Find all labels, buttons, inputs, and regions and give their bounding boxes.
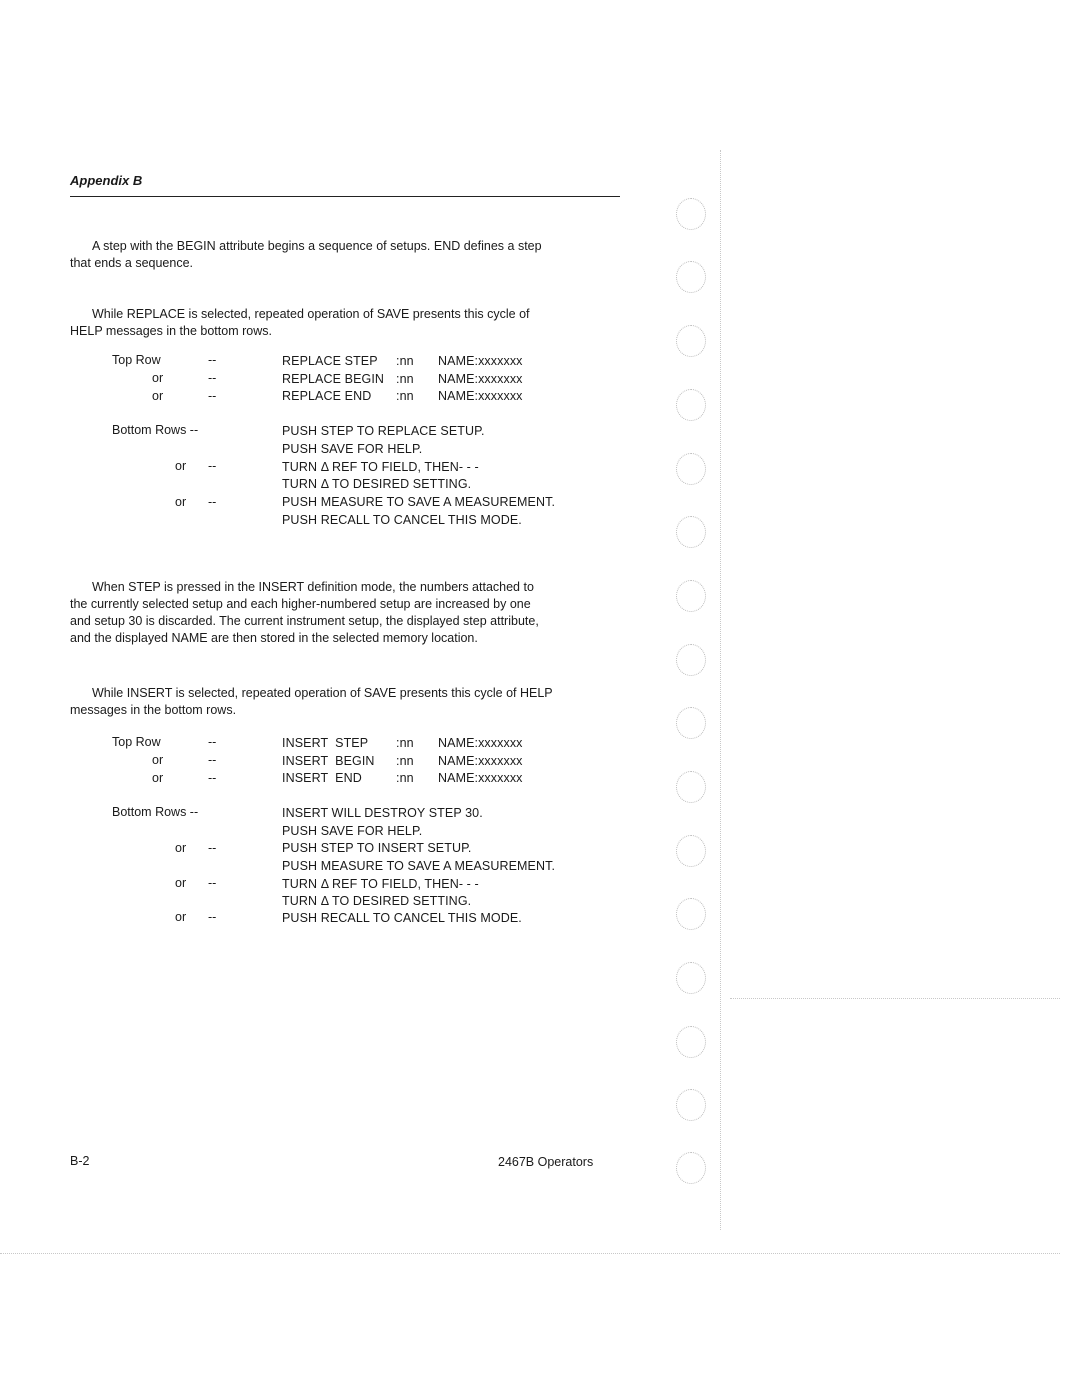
help-message: PUSH MEASURE TO SAVE A MEASUREMENT. bbox=[282, 495, 556, 509]
help-message: TURN Δ REF TO FIELD, THEN- - - bbox=[282, 877, 479, 891]
insert-cmd: INSERT END bbox=[282, 771, 362, 785]
binder-hole bbox=[676, 707, 706, 739]
dash: -- bbox=[208, 753, 217, 767]
insert-name: NAME:xxxxxxx bbox=[438, 736, 523, 750]
help-message: TURN Δ REF TO FIELD, THEN- - - bbox=[282, 460, 479, 474]
binder-hole bbox=[676, 898, 706, 930]
dash: -- bbox=[208, 841, 217, 855]
or-label: or bbox=[175, 910, 187, 924]
paragraph-replace bbox=[0, 306, 530, 340]
binder-hole bbox=[676, 1089, 706, 1121]
replace-name: NAME:xxxxxxx bbox=[438, 354, 523, 368]
insert-nn: :nn bbox=[396, 771, 414, 785]
help-message: PUSH RECALL TO CANCEL THIS MODE. bbox=[282, 513, 522, 527]
paragraph-line: While INSERT is selected, repeated operation of SAVE presents this cycle of HELP bbox=[92, 686, 553, 700]
dash: -- bbox=[208, 389, 217, 403]
help-message: PUSH STEP TO INSERT SETUP. bbox=[282, 841, 472, 855]
top-row-label: Top Row bbox=[112, 735, 161, 749]
insert-name: NAME:xxxxxxx bbox=[438, 771, 523, 785]
scan-line bbox=[730, 998, 1060, 999]
help-message: PUSH MEASURE TO SAVE A MEASUREMENT. bbox=[282, 859, 556, 873]
paragraph-line: HELP messages in the bottom rows. bbox=[70, 324, 272, 338]
dash: -- bbox=[208, 910, 217, 924]
paragraph-line: While REPLACE is selected, repeated operation of SAVE presents this cycle of bbox=[92, 307, 530, 321]
bottom-rows-label: Bottom Rows -- bbox=[112, 805, 199, 819]
or-label: or bbox=[175, 495, 187, 509]
replace-cmd: REPLACE BEGIN bbox=[282, 372, 385, 386]
dash: -- bbox=[208, 459, 217, 473]
binder-hole bbox=[676, 1026, 706, 1058]
help-message: PUSH SAVE FOR HELP. bbox=[282, 824, 423, 838]
binder-hole bbox=[676, 261, 706, 293]
paragraph-line: messages in the bottom rows. bbox=[70, 703, 237, 717]
or-label: or bbox=[175, 841, 187, 855]
binder-hole bbox=[676, 198, 706, 230]
replace-name: NAME:xxxxxxx bbox=[438, 372, 523, 386]
scan-line bbox=[0, 1253, 1060, 1254]
insert-nn: :nn bbox=[396, 736, 414, 750]
top-row-label: Top Row bbox=[112, 353, 161, 367]
binder-hole bbox=[676, 962, 706, 994]
or-label: or bbox=[175, 876, 187, 890]
page-edge-line bbox=[720, 150, 721, 1230]
binder-hole bbox=[676, 453, 706, 485]
header-rule bbox=[70, 196, 620, 197]
insert-nn: :nn bbox=[396, 754, 414, 768]
help-message: TURN Δ TO DESIRED SETTING. bbox=[282, 894, 472, 908]
dash: -- bbox=[208, 495, 217, 509]
help-message: PUSH STEP TO REPLACE SETUP. bbox=[282, 424, 485, 438]
dash: -- bbox=[208, 876, 217, 890]
page-number: B-2 bbox=[70, 1154, 90, 1168]
replace-name: NAME:xxxxxxx bbox=[438, 389, 523, 403]
replace-nn: :nn bbox=[396, 372, 414, 386]
paragraph-insert-step bbox=[0, 579, 539, 647]
dash: -- bbox=[208, 371, 217, 385]
help-message: PUSH SAVE FOR HELP. bbox=[282, 442, 423, 456]
replace-nn: :nn bbox=[396, 389, 414, 403]
or-label: or bbox=[175, 459, 187, 473]
paragraph-line: When STEP is pressed in the INSERT definition mode, the numbers attached to bbox=[92, 580, 534, 594]
binder-hole bbox=[676, 389, 706, 421]
binder-hole bbox=[676, 325, 706, 357]
binder-hole bbox=[676, 644, 706, 676]
paragraph-insert bbox=[0, 685, 553, 719]
or-label: or bbox=[152, 371, 164, 385]
dash: -- bbox=[208, 735, 217, 749]
help-message: INSERT WILL DESTROY STEP 30. bbox=[282, 806, 483, 820]
replace-cmd: REPLACE STEP bbox=[282, 354, 378, 368]
or-label: or bbox=[152, 771, 164, 785]
paragraph-line: that ends a sequence. bbox=[70, 256, 194, 270]
binder-hole bbox=[676, 516, 706, 548]
insert-cmd: INSERT BEGIN bbox=[282, 754, 375, 768]
paragraph-line: A step with the BEGIN attribute begins a sequence of setups. END defines a step bbox=[92, 239, 542, 253]
paragraph-line: the currently selected setup and each higher-numbered setup are increased by one bbox=[70, 597, 531, 611]
insert-name: NAME:xxxxxxx bbox=[438, 754, 523, 768]
binder-hole bbox=[676, 580, 706, 612]
help-message: PUSH RECALL TO CANCEL THIS MODE. bbox=[282, 911, 522, 925]
manual-title: 2467B Operators bbox=[498, 1155, 594, 1169]
or-label: or bbox=[152, 389, 164, 403]
replace-nn: :nn bbox=[396, 354, 414, 368]
binder-hole bbox=[676, 835, 706, 867]
binder-hole bbox=[676, 1152, 706, 1184]
paragraph-line: and the displayed NAME are then stored in the selected memory location. bbox=[70, 631, 478, 645]
bottom-rows-label: Bottom Rows -- bbox=[112, 423, 199, 437]
dash: -- bbox=[208, 771, 217, 785]
paragraph-line: and setup 30 is discarded. The current instrument setup, the displayed step attribute, bbox=[70, 614, 539, 628]
dash: -- bbox=[208, 353, 217, 367]
insert-cmd: INSERT STEP bbox=[282, 736, 369, 750]
paragraph-begin-end bbox=[0, 238, 542, 272]
help-message: TURN Δ TO DESIRED SETTING. bbox=[282, 477, 472, 491]
section-header: Appendix B bbox=[70, 173, 143, 188]
or-label: or bbox=[152, 753, 164, 767]
binder-hole bbox=[676, 771, 706, 803]
replace-cmd: REPLACE END bbox=[282, 389, 372, 403]
